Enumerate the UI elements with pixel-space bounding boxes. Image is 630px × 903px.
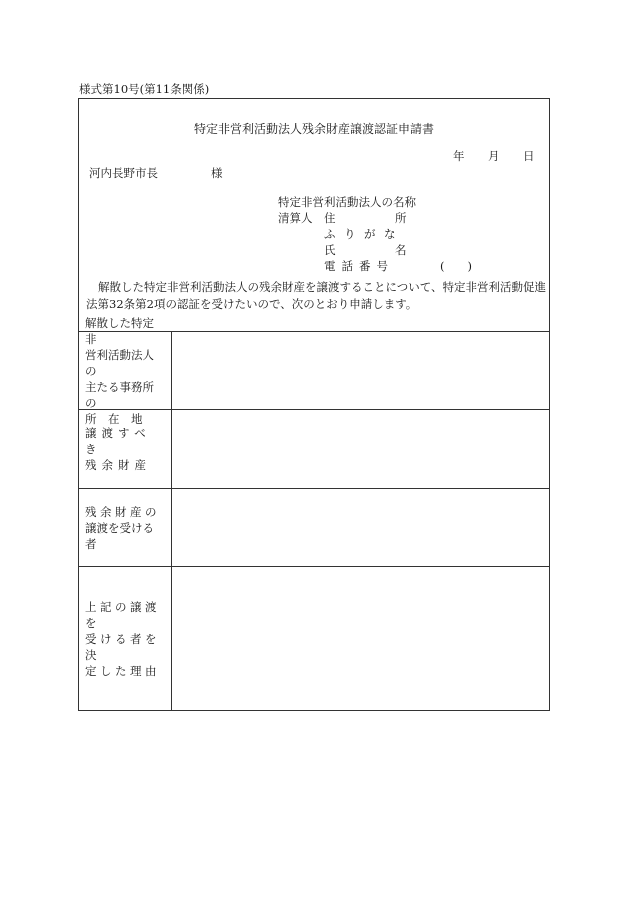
label-line: 譲渡を受ける者 [85,520,154,551]
row-label-selection-reason [79,567,172,711]
row-label-recipient [79,489,172,566]
phone-label: 電話番号 [324,259,394,273]
liquidator-label: 清算人 [278,211,313,225]
label-line: 残余財産 [85,458,151,472]
table-row-selection-reason [79,567,549,711]
date-year-label: 年 [453,149,465,163]
label-line: 譲渡すべき [85,426,151,456]
table-row-recipient [79,489,549,567]
furigana-label: ふりがな [324,227,404,241]
row-label-office-location [79,315,172,426]
label-line: 主たる事務所の [85,379,154,410]
table-row-residual-assets [79,410,549,489]
label-line: 残余財産の [85,504,160,519]
selection-reason-field[interactable] [172,567,549,711]
addressee-name: 河内長野市長 [89,166,158,180]
address-label-end: 所 [395,211,407,225]
name-label-end: 名 [395,243,407,257]
application-form [78,98,550,711]
phone-parentheses: ( ) [440,259,472,273]
label-line: 上記の譲渡を [85,600,160,630]
recipient-field[interactable] [172,489,549,566]
form-table [79,315,549,711]
address-label-start: 住 [324,211,336,225]
form-title: 特定非営利活動法人残余財産譲渡認証申請書 [193,122,434,136]
form-number: 様式第10号(第11条関係) [79,82,210,96]
name-label-start: 氏 [324,243,336,257]
office-location-field[interactable] [172,332,549,409]
addressee-honorific: 様 [211,166,223,180]
date-day-label: 日 [523,149,535,163]
label-line: 所 在 地 [85,411,143,426]
row-label-residual-assets [79,410,172,488]
label-line: 受ける者を決 [85,632,160,662]
org-name-label: 特定非営利活動法人の名称 [278,195,416,209]
label-line: 定した理由 [85,664,160,678]
application-statement: 解散した特定非営利活動法人の残余財産を譲渡することについて、特定非営利活動促進法第32条第2項の認証を受けたいので、次のとおり申請します。 [86,280,547,311]
table-row-office-location [79,315,549,426]
label-line: 解散した特定非 [85,315,154,346]
date-month-label: 月 [488,149,500,163]
residual-assets-field[interactable] [172,410,549,488]
label-line: 営利活動法人の [85,347,154,378]
